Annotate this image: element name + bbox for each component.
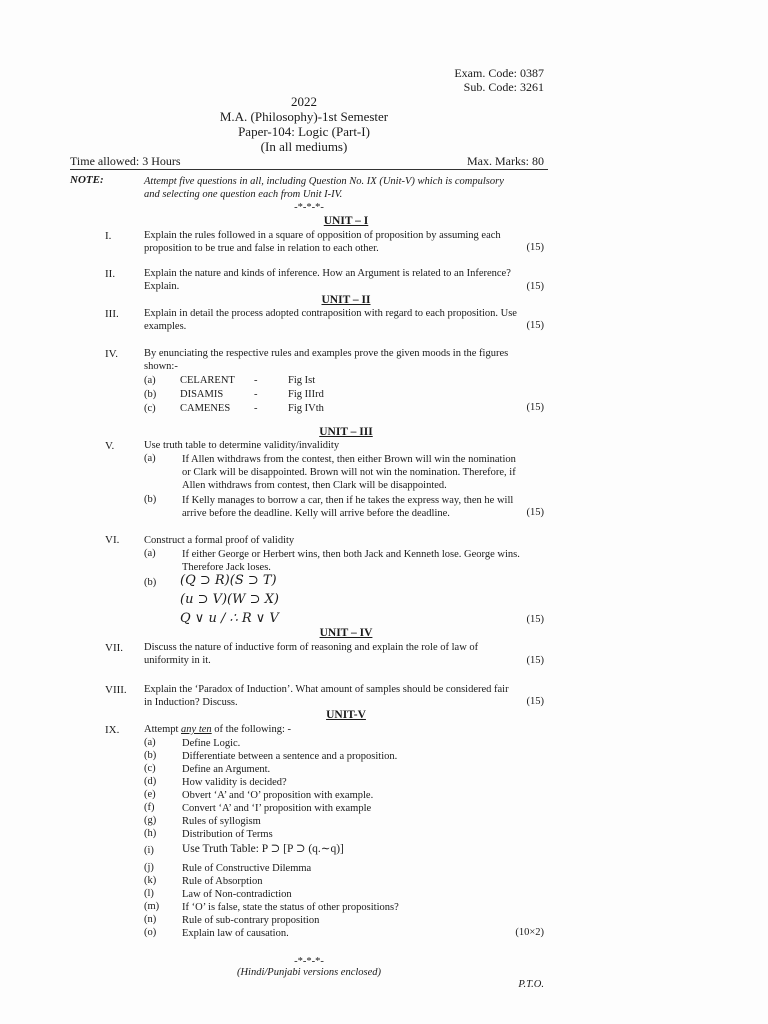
q5-b-line-2: arrive before the deadline. Kelly will arrive before the deadline. — [182, 508, 450, 519]
q4-item-b-label: (b) — [144, 389, 157, 400]
q6-a-label: (a) — [144, 548, 156, 559]
q9-intro-emphasis: any ten — [181, 724, 212, 735]
q1-line-2: proposition to be true and false in relation to each other. — [144, 243, 379, 254]
q6-intro: Construct a formal proof of validity — [144, 535, 295, 546]
q5-a-line-1: If Allen withdraws from the contest, then either Brown will win the nomination — [182, 454, 516, 465]
q4-item-a-mood: CELARENT — [180, 375, 235, 386]
q5-a-line-3: Allen withdraws from contest, then Clark will be disappointed. — [182, 480, 447, 491]
note-line-1: Attempt five questions in all, including Question No. IX (Unit-V) which is compulsory — [144, 176, 504, 187]
q4-item-a-dash: - — [254, 375, 258, 386]
q9-item-text: Rule of Constructive Dilemma — [182, 863, 312, 874]
q9-item-label: (b) — [144, 750, 157, 761]
unit-5-heading: UNIT-V — [326, 709, 366, 721]
q4-item-c-mood: CAMENES — [180, 403, 231, 414]
q6-a-line-1: If either George or Herbert wins, then both Jack and Kenneth lose. George wins. — [182, 549, 520, 560]
q1-number: I. — [105, 230, 112, 242]
q7-marks: (15) — [526, 655, 544, 666]
q2-marks: (15) — [526, 281, 544, 292]
q3-line-2: examples. — [144, 321, 187, 332]
q5-a-label: (a) — [144, 453, 156, 464]
q9-item-label: (g) — [144, 815, 157, 826]
q4-line-1: By enunciating the respective rules and examples prove the given moods in the figures — [144, 348, 509, 359]
q8-number: VIII. — [105, 684, 127, 696]
q4-item-b-dash: - — [254, 389, 258, 400]
exam-code: Exam. Code: 0387 — [454, 66, 544, 80]
footer-version-note: (Hindi/Punjabi versions enclosed) — [236, 967, 382, 978]
sub-code: Sub. Code: 3261 — [463, 80, 544, 94]
q9-item-label: (h) — [144, 828, 157, 839]
q9-item-text: Rules of syllogism — [182, 816, 261, 827]
time-allowed: Time allowed: 3 Hours — [70, 154, 181, 168]
note-separator: -*-*-*- — [294, 202, 324, 213]
unit-1-heading: UNIT – I — [323, 215, 369, 227]
q9-item-label: (k) — [144, 875, 157, 886]
q6-formula-3: Q ∨ u / ∴ R ∨ V — [180, 611, 279, 626]
note-label: NOTE: — [70, 174, 104, 186]
q9-item-text: How validity is decided? — [182, 777, 287, 788]
q8-marks: (15) — [526, 696, 544, 707]
q6-a-line-2: Therefore Jack loses. — [182, 562, 271, 573]
q9-item-label: (i) — [144, 845, 154, 856]
q1-marks: (15) — [526, 242, 544, 253]
q7-line-1: Discuss the nature of inductive form of reasoning and explain the role of law of — [144, 642, 479, 653]
q9-item-text: Define Logic. — [182, 738, 241, 749]
q9-item-text: Define an Argument. — [182, 764, 271, 775]
q8-line-2: in Induction? Discuss. — [144, 697, 238, 708]
q9-item-text: Use Truth Table: P ⊃ [P ⊃ (q.∼q)] — [182, 843, 344, 855]
q5-marks: (15) — [526, 507, 544, 518]
q9-item-text: Explain law of causation. — [182, 928, 289, 939]
medium-note: (In all mediums) — [260, 139, 348, 154]
q2-number: II. — [105, 268, 116, 280]
q4-item-c-dash: - — [254, 403, 258, 414]
header-divider — [70, 169, 548, 170]
q5-b-line-1: If Kelly manages to borrow a car, then if he takes the express way, then he will — [182, 495, 514, 506]
q6-marks: (15) — [526, 614, 544, 625]
q4-line-2: shown:- — [144, 361, 178, 372]
q4-item-c-fig: Fig IVth — [288, 403, 324, 414]
q6-b-label: (b) — [144, 577, 157, 588]
q9-intro-end: of the following: - — [211, 724, 291, 735]
q6-formula-2: (u ⊃ V)(W ⊃ X) — [180, 592, 279, 607]
q9-item-label: (e) — [144, 789, 156, 800]
q4-item-b-mood: DISAMIS — [180, 389, 224, 400]
course-name: M.A. (Philosophy)-1st Semester — [219, 109, 389, 124]
q9-item-label: (c) — [144, 763, 156, 774]
q9-item-label: (o) — [144, 927, 157, 938]
q9-item-text: If ‘O’ is false, state the status of other propositions? — [182, 902, 399, 913]
unit-3-heading: UNIT – III — [319, 426, 373, 438]
q9-item-label: (d) — [144, 776, 157, 787]
q4-marks: (15) — [526, 402, 544, 413]
q9-item-label: (n) — [144, 914, 157, 925]
course-title — [144, 109, 464, 124]
q5-a-line-2: or Clark will be disappointed. Brown will not win the nomination. Therefore, if — [182, 467, 516, 478]
q9-item-label: (l) — [144, 888, 154, 899]
q3-marks: (15) — [526, 320, 544, 331]
q3-line-1: Explain in detail the process adopted contraposition with regard to each proposition. Use — [144, 308, 517, 319]
q4-item-a-label: (a) — [144, 375, 156, 386]
q9-item-label: (f) — [144, 802, 155, 813]
note-line-2: and selecting one question each from Unit I-IV. — [144, 189, 343, 200]
q3-number: III. — [105, 308, 119, 320]
q5-intro: Use truth table to determine validity/invalidity — [144, 440, 340, 451]
q9-item-text: Differentiate between a sentence and a proposition. — [182, 751, 398, 762]
q8-line-1: Explain the ‘Paradox of Induction’. What amount of samples should be considered fair — [144, 684, 509, 695]
q9-intro — [144, 723, 544, 736]
q4-item-c-label: (c) — [144, 403, 156, 414]
q4-number: IV. — [105, 348, 118, 360]
q9-intro-start: Attempt — [144, 724, 182, 735]
q9-number: IX. — [105, 724, 120, 736]
q9-item-label: (j) — [144, 862, 154, 873]
q4-item-b-fig: Fig IIIrd — [288, 389, 324, 400]
q5-b-label: (b) — [144, 494, 157, 505]
q1-line-1: Explain the rules followed in a square of opposition of proposition by assuming each — [144, 230, 501, 241]
q9-marks: (10×2) — [515, 927, 544, 938]
q9-item-text: Rule of Absorption — [182, 876, 263, 887]
exam-year: 2022 — [291, 94, 317, 109]
max-marks: Max. Marks: 80 — [467, 154, 544, 168]
q7-line-2: uniformity in it. — [144, 655, 211, 666]
q7-number: VII. — [105, 642, 124, 654]
q9-item-label: (a) — [144, 737, 156, 748]
q9-item-text: Distribution of Terms — [182, 829, 273, 840]
unit-2-heading: UNIT – II — [321, 294, 371, 306]
paper-title: Paper-104: Logic (Part-I) — [238, 124, 370, 139]
q9-item-text: Law of Non-contradiction — [182, 889, 292, 900]
q9-item-text: Convert ‘A’ and ‘I’ proposition with example — [182, 803, 372, 814]
footer-separator: -*-*-*- — [294, 956, 324, 967]
q2-line-1: Explain the nature and kinds of inference. How an Argument is related to an Inference? — [144, 268, 511, 279]
q2-line-2: Explain. — [144, 281, 180, 292]
q6-number: VI. — [105, 534, 120, 546]
q4-item-a-fig: Fig Ist — [288, 375, 316, 386]
unit-4-heading: UNIT – IV — [319, 627, 373, 639]
q5-number: V. — [105, 440, 115, 452]
q9-item-text: Rule of sub-contrary proposition — [182, 915, 320, 926]
q6-formula-1: (Q ⊃ R)(S ⊃ T) — [180, 573, 277, 588]
footer-pto: P.T.O. — [518, 979, 544, 990]
q9-item-text: Obvert ‘A’ and ‘O’ proposition with example. — [182, 790, 374, 801]
q9-item-label: (m) — [144, 901, 160, 912]
